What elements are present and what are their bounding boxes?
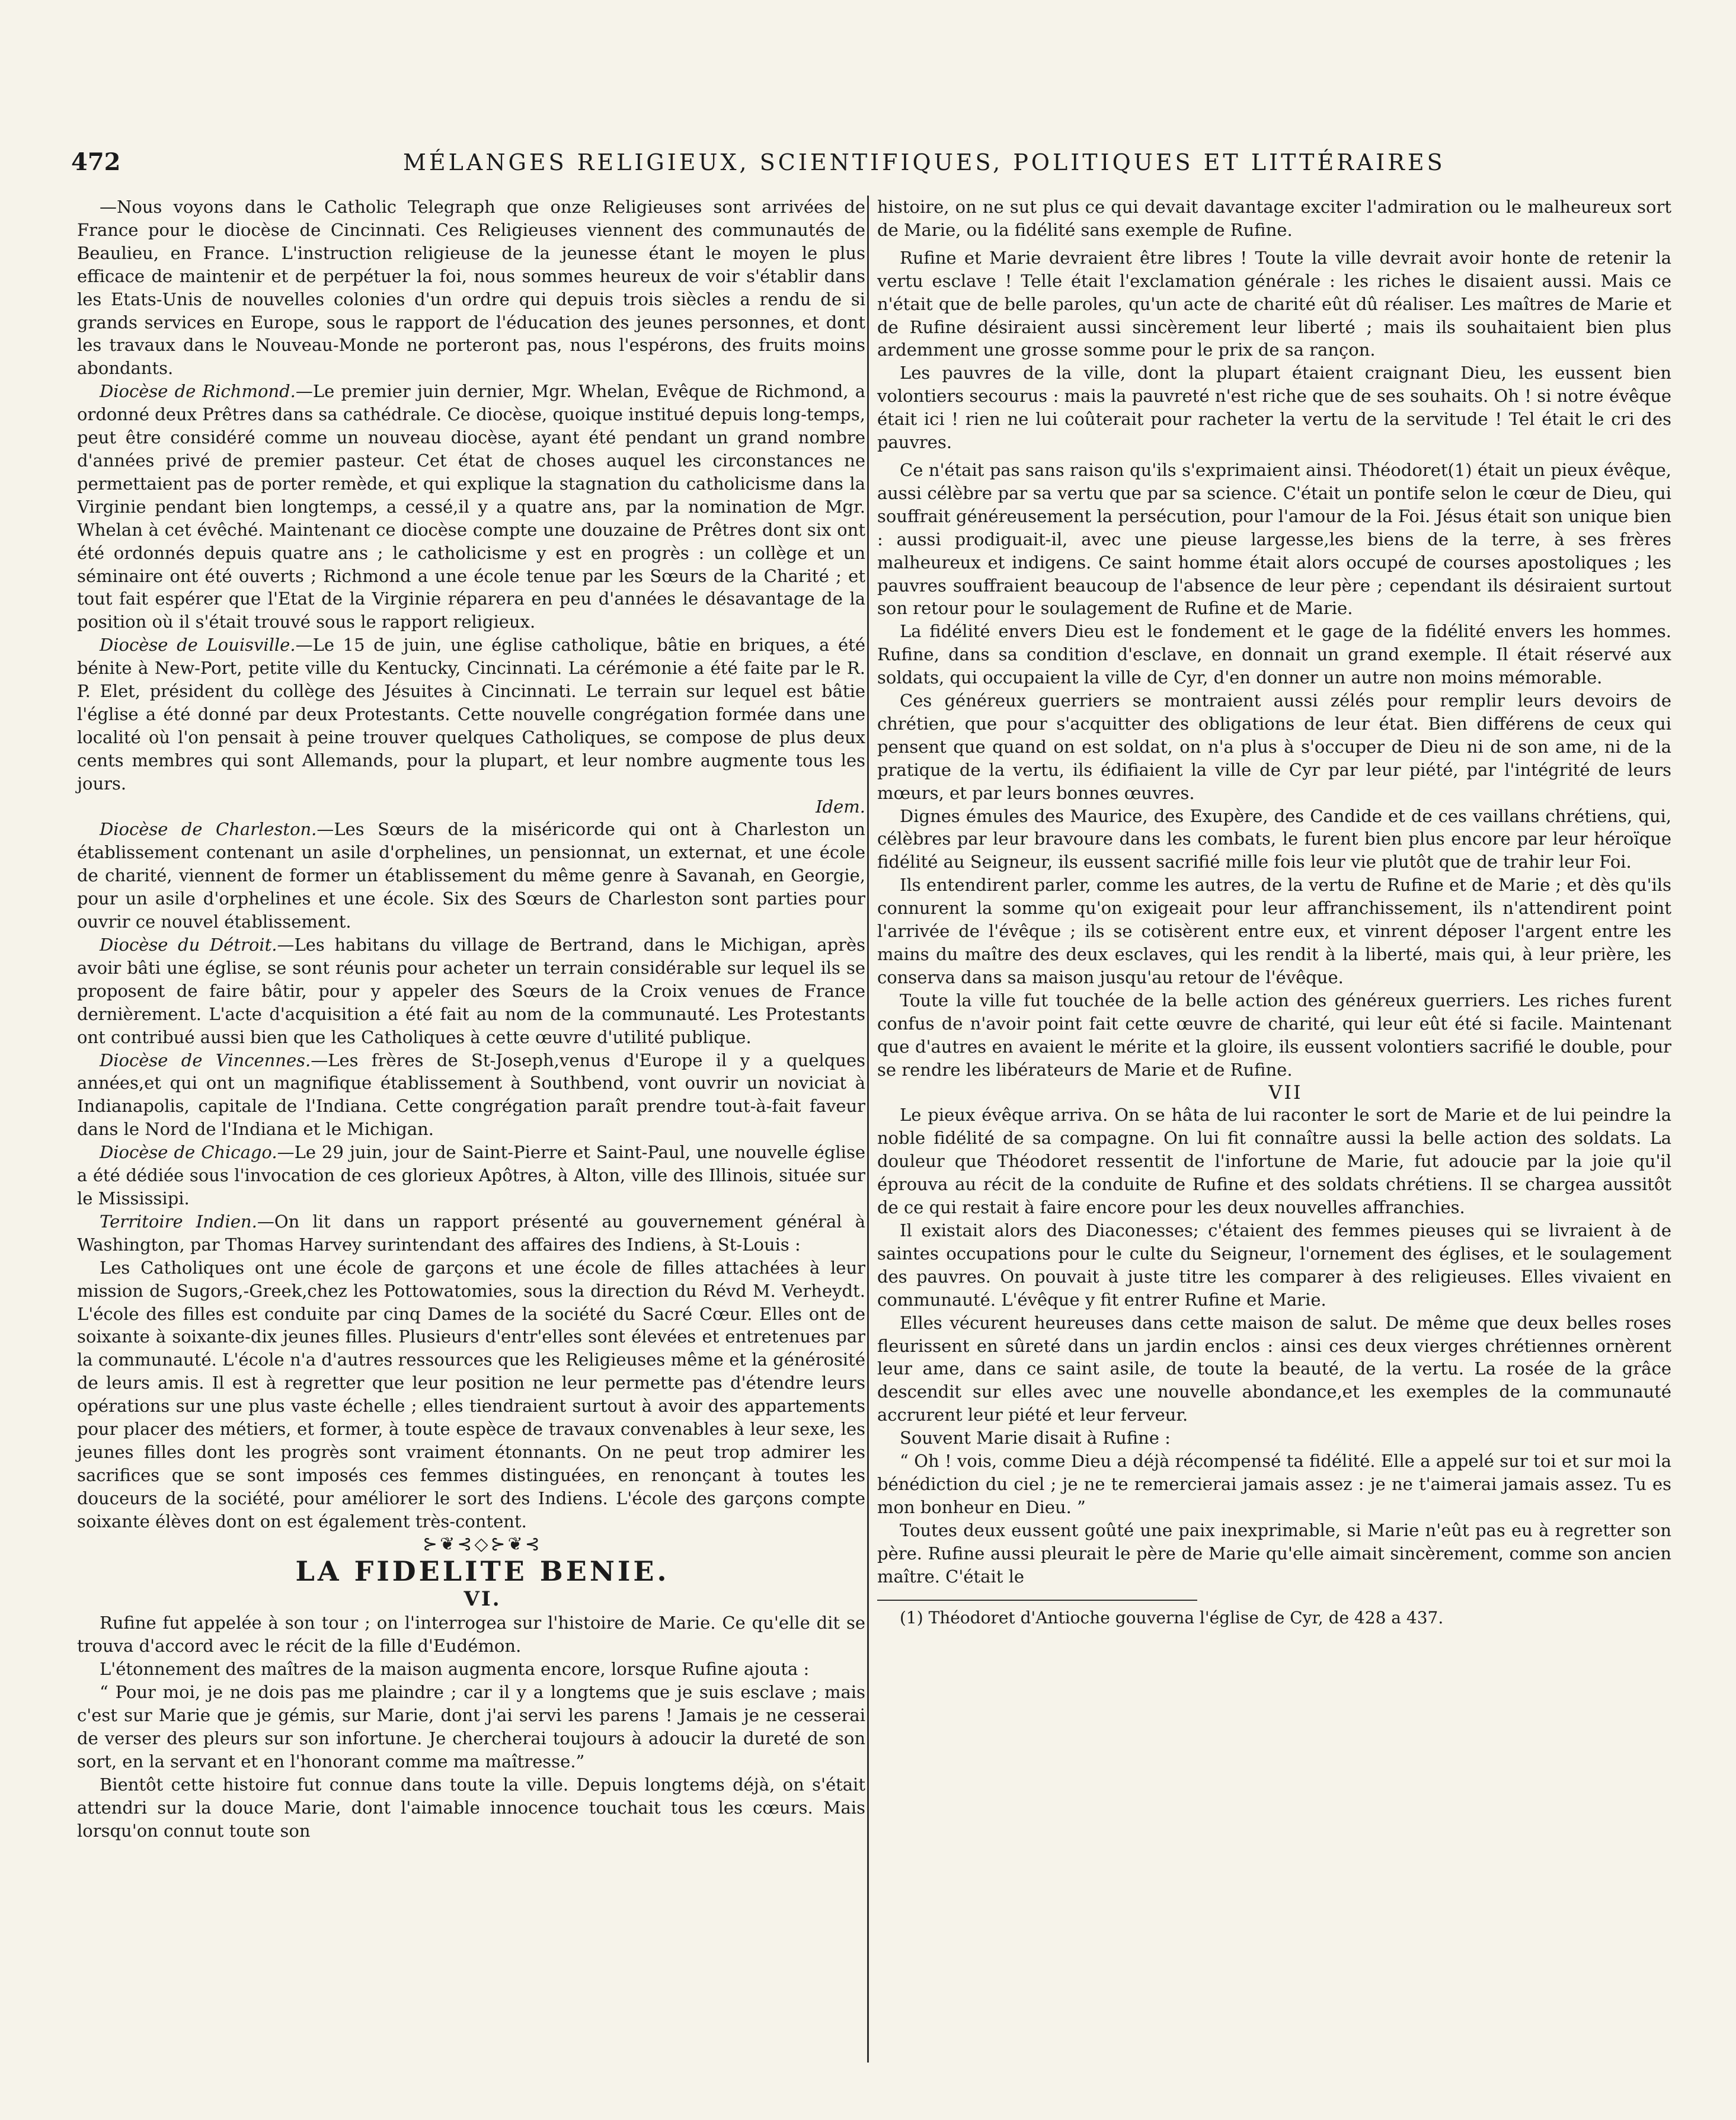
indian-territory-text: —On lit dans un rapport présenté au gouvernement général à Washington, par Thomas Harvey surintendant des affaires des Indiens, à St-Louis : [77, 1211, 865, 1255]
story-paragraph: “ Oh ! vois, comme Dieu a déjà récompensé ta fidélité. Elle a appelé sur toi et sur moi la bénédiction du ciel ; je ne te remercierai jamais assez : je ne t'aimerai jamais assez. Tu es mon bonheur en Dieu. ” [877, 1451, 1671, 1517]
running-head: MÉLANGES RELIGIEUX, SCIENTIFIQUES, POLITIQUES ET LITTÉRAIRES [403, 149, 1446, 175]
column-divider [867, 196, 869, 2063]
story-paragraph: “ Pour moi, je ne dois pas me plaindre ; car il y a longtems que je suis esclave ; mais c'est sur Marie que je gémis, sur Marie, dont j'ai servi les parens ! Jamais je ne cesserai de verser des pleurs sur son infortune. Je chercherai toujours à adoucir la dureté de son sort, en la servant et en l'honorant comme ma maîtresse.” [77, 1682, 865, 1772]
charleston-heading: Diocèse de Charleston. [100, 819, 317, 840]
story-paragraph: Rufine et Marie devraient être libres ! Toute la ville devrait avoir honte de retenir la vertu esclave ! Telle était l'exclamation générale : les riches le disaient aussi. Mais ce n'était que de belle paroles, qu'un acte de charité eût dû réaliser. Les maîtres de Marie et de Rufine désiraient aussi sincèrement leur liberté ; mais ils souhaitaient bien plus ardemment une grosse somme pour le prix de sa rançon. [877, 247, 1671, 360]
vincennes-paragraph [77, 1049, 865, 1141]
louisville-text: —Le 15 de juin, une église catholique, bâtie en briques, a été bénite à New-Port, petite ville du Kentucky, Cincinnati. La cérémonie a été faite par le R. P. Elet, président du collège des Jésuites à Cincinnati. Le terrain sur lequel est bâtie l'église a été donné par deux Protestants. Cette nouvelle congrégation formée dans une localité où l'on pensait à peine trouver quelques Catholiques, se compose de plus deux cents membres qui sont Allemands, pour la plupart, et leur nombre augmente tous les jours. [77, 635, 866, 794]
louisville-heading: Diocèse de Louisville. [100, 635, 296, 655]
idem-signature: Idem. [816, 796, 865, 817]
story-paragraph: Le pieux évêque arriva. On se hâta de lui raconter le sort de Marie et de lui peindre la noble fidélité de sa compagne. On lui fit connaître aussi la belle action des soldats. La douleur que Théodoret ressentit de l'infortune de Marie, fut adoucie par la joie qu'il éprouva au récit de la conduite de Rufine et des soldats chrétiens. Il se chargea aussitôt de ce qui restait à faire encore pour les deux nouvelles affranchies. [877, 1105, 1671, 1218]
chicago-paragraph [77, 1141, 865, 1210]
story-paragraph: Rufine fut appelée à son tour ; on l'interrogea sur l'histoire de Marie. Ce qu'elle dit se trouva d'accord avec le récit de la fille d'Eudémon. [77, 1613, 865, 1657]
footnote-rule [877, 1600, 1197, 1601]
chapter-heading-vi: VI. [463, 1587, 501, 1611]
story-paragraph: Les pauvres de la ville, dont la plupart étaient craignant Dieu, les eussent bien volontiers secourus : mais la pauvreté n'est riche que de ses souhaits. Oh ! si notre évêque était ici ! rien ne lui coûterait pour racheter la vertu de la servitude ! Tel était le cri des pauvres. [877, 363, 1671, 453]
richmond-text: —Le premier juin dernier, Mgr. Whelan, Evêque de Richmond, a ordonné deux Prêtres dans sa cathédrale. Ce diocèse, quoique institué depuis long-temps, peut être considéré comme un nouveau diocèse, ayant été pendant un grand nombre d'années privé de premier pasteur. Cet état de choses auquel les circonstances ne permettaient pas de porter remède, et qui explique la stagnation du catholicisme dans la Virginie pendant bien longtemps, a cessé,il y a quatre ans, par la nomination de Mgr. Whelan à cet évêché. Maintenant ce diocèse compte une douzaine de Prêtres dont six ont été ordonnés depuis quatre ans ; le catholicisme y est en progrès : un collège et un séminaire ont été ouverts ; Richmond a une école tenue par les Sœurs de la Charité ; et tout fait espérer que l'Etat de la Virginie réparera en peu d'années le désavantage de la position où il s'était trouvé sous le rapport religieux. [77, 381, 865, 632]
story-paragraph: Ils entendirent parler, comme les autres, de la vertu de Rufine et de Marie ; et dès qu'ils connurent la somme qu'on exigeait pour leur affranchissement, ils n'attendirent point l'arrivée de l'évêque ; ils se cotisèrent entre eux, et vinrent déposer l'argent entre les mains du maître des deux esclaves, qui les rendit à la liberté, mais qui, à leur prière, les conserva dans sa maison jusqu'au retour de l'évêque. [877, 875, 1671, 987]
charleston-text: —Les Sœurs de la miséricorde qui ont à Charleston un établissement contenant un asile d'orphelines, un pensionnat, un externat, et une école de charité, viennent de former un établissement du même genre à Savanah, en Georgie, pour un asile d'orphelines et une école. Six des Sœurs de Charleston sont parties pour ouvrir ce nouvel établissement. [77, 819, 865, 932]
page-number: 472 [71, 148, 121, 176]
story-paragraph: Toutes deux eussent goûté une paix inexprimable, si Marie n'eût pas eu à regretter son père. Rufine aussi pleurait le père de Marie qu'elle aimait sincèrement, comme son ancien maître. C'était le [877, 1520, 1671, 1587]
detroit-text: —Les habitans du village de Bertrand, dans le Michigan, après avoir bâti une église, se sont réunis pour acheter un terrain considérable sur lequel ils se proposent de faire bâtir, pour y appeler des Sœurs de la Croix venues de France dernièrement. L'acte d'acquisition a été fait au nom de la communauté. Les Protestants ont contribué aussi bien que les Catholiques à cette œuvre d'utilité publique. [77, 935, 866, 1047]
vincennes-text: —Les frères de St-Joseph,venus d'Europe il y a quelques années,et qui ont un magnifique établissement à Southbend, vont ouvrir un noviciat à Indianapolis, capitale de l'Indiana. Cette congrégation paraît prendre tout-à-fait faveur dans le Nord de l'Indiana et le Michigan. [77, 1050, 865, 1140]
charleston-paragraph [77, 818, 865, 933]
story-paragraph: Dignes émules des Maurice, des Exupère, des Candide et de ces vaillans chrétiens, qui, célèbres par leur bravoure dans les combats, le furent bien plus encore par leur héroïque fidélité au Seigneur, ils eussent sacrifié mille fois leur vie plutôt que de trahir leur Foi. [877, 805, 1671, 872]
story-paragraph: Souvent Marie disait à Rufine : [900, 1428, 1171, 1448]
indian-territory-paragraph [77, 1210, 865, 1256]
left-column [77, 196, 865, 1843]
louisville-paragraph [77, 634, 865, 795]
chapter-heading-vii: VII [1268, 1081, 1303, 1104]
vincennes-heading: Diocèse de Vincennes. [100, 1050, 311, 1070]
story-paragraph: Elles vécurent heureuses dans cette maison de salut. De même que deux belles roses fleurissent en sûreté dans un jardin enclos : ainsi ces deux vierges chrétiennes ornèrent leur ame, dans ce saint asile, de toute la beauté, de la vertu. La rosée de la grâce descendit sur elles avec une nouvelle abondance,et les exemples de la communauté accrurent leur piété et leur ferveur. [877, 1312, 1671, 1425]
story-paragraph: La fidélité envers Dieu est le fondement et le gage de la fidélité envers les hommes. Rufine, dans sa condition d'esclave, en donnait un grand exemple. Il était réservé aux soldats, qui occupaient la ville de Cyr, d'en donner un autre non moins mémorable. [877, 621, 1671, 688]
story-paragraph: Bientôt cette histoire fut connue dans toute la ville. Depuis longtems déjà, on s'était attendri sur la douce Marie, dont l'aimable innocence touchait tous les cœurs. Mais lorsqu'on connut toute son [77, 1774, 865, 1841]
story-paragraph: histoire, on ne sut plus ce qui devait davantage exciter l'admiration ou le malheureux sort de Marie, ou la fidélité sans exemple de Rufine. [877, 197, 1671, 240]
story-paragraph: Ces généreux guerriers se montraient aussi zélés pour remplir leurs devoirs de chrétien, que pour s'acquitter des obligations de leur état. Bien différens de ceux qui pensent que quand on est soldat, on n'a plus à s'occuper de Dieu ni de son ame, ni de la pratique de la vertu, ils édifiaient la ville de Cyr par leur piété, par l'intégrité de leurs mœurs, et par leurs bonnes œuvres. [877, 690, 1671, 803]
detroit-paragraph [77, 933, 865, 1049]
story-title: LA FIDELITE BENIE. [295, 1555, 670, 1588]
footnote: (1) Théodoret d'Antioche gouverna l'église de Cyr, de 428 a 437. [900, 1608, 1444, 1628]
section-ornament: ⊱❦⊰◇⊱❦⊰ [423, 1533, 542, 1555]
chicago-heading: Diocèse de Chicago. [100, 1142, 277, 1163]
richmond-heading: Diocèse de Richmond. [100, 381, 296, 402]
story-paragraph: Il existait alors des Diaconesses; c'étaient des femmes pieuses qui se livraient à de saintes occupations pour le culte du Seigneur, l'ornement des églises, et le soulagement des pauvres. On pouvait à juste titre les comparer à des religieuses. Elles vivaient en communauté. L'évêque y fit entrer Rufine et Marie. [877, 1220, 1671, 1310]
story-paragraph: Ce n'était pas sans raison qu'ils s'exprimaient ainsi. Théodoret(1) était un pieux évêque, aussi célèbre par sa vertu que par sa science. C'était un pontife selon le cœur de Dieu, qui souffrait généreusement la persécution, pour l'amour de la Foi. Jésus était son unique bien : aussi prodiguait-il, avec une pieuse largesse,les biens de la terre, à ses frères malheureux et indigens. Ce saint homme était alors occupé de courses apostoliques ; les pauvres souffraient beaucoup de l'absence de leur père ; cependant ils désiraient surtout son retour pour le soulagement de Rufine et de Marie. [877, 459, 1671, 619]
right-column [877, 196, 1671, 1630]
page-header [71, 148, 1660, 184]
indian-territory-heading: Territoire Indien. [100, 1211, 257, 1232]
detroit-heading: Diocèse du Détroit. [100, 935, 277, 955]
catholic-telegraph-paragraph: —Nous voyons dans le Catholic Telegraph que onze Religieuses sont arrivées de France pour le diocèse de Cincinnati. Ces Religieuses viennent des communautés de Beaulieu, en France. L'instruction religieuse de la jeunesse étant le moyen le plus efficace de maintenir et de perpétuer la foi, nous sommes heureux de voir s'établir dans les Etats-Unis de nouvelles colonies d'un ordre qui depuis trois siècles a rendu de si grands services en Europe, sous le rapport de l'éducation des jeunes personnes, et dont les travaux dans le Nouveau-Monde ne porteront pas, nous l'espérons, des fruits moins abondants. [77, 197, 865, 379]
story-paragraph: L'étonnement des maîtres de la maison augmenta encore, lorsque Rufine ajouta : [100, 1659, 810, 1680]
indian-report-quote: Les Catholiques ont une école de garçons et une école de filles attachées à leur mission de Sugors,-Greek,chez les Pottowatomies, sous la direction du Révd M. Verheydt. L'école des filles est conduite par cinq Dames de la société du Sacré Cœur. Elles ont de soixante à soixante-dix jeunes filles. Plusieurs d'entr'elles sont élevées et entretenues par la communauté. L'école n'a d'autres ressources que les Religieuses même et la générosité de leurs amis. Il est à regretter que leur position ne leur permette pas d'étendre leurs opérations sur une plus vaste échelle ; elles tiendraient surtout à avoir des appartements pour placer des métiers, et former, à toute espèce de travaux convenables à leur sexe, les jeunes filles dont les progrès sont vraiment étonnants. On ne peut trop admirer les sacrifices que se sont imposés ces femmes distinguées, en renonçant à toutes les douceurs de la société, pour améliorer le sort des Indiens. L'école des garçons compte soixante élèves dont on est également très-content. [77, 1257, 865, 1531]
richmond-paragraph [77, 380, 865, 634]
chicago-text: —Le 29 juin, jour de Saint-Pierre et Saint-Paul, une nouvelle église a été dédiée sous l'invocation de ces glorieux Apôtres, à Alton, ville des Illinois, située sur le Mississipi. [77, 1142, 865, 1208]
story-paragraph: Toute la ville fut touchée de la belle action des généreux guerriers. Les riches furent confus de n'avoir point fait cette œuvre de charité, qui leur eût été si facile. Maintenant que d'autres en avaient le mérite et la gloire, ils eussent volontiers sacrifié le double, pour se rendre les libérateurs de Marie et de Rufine. [877, 990, 1671, 1080]
